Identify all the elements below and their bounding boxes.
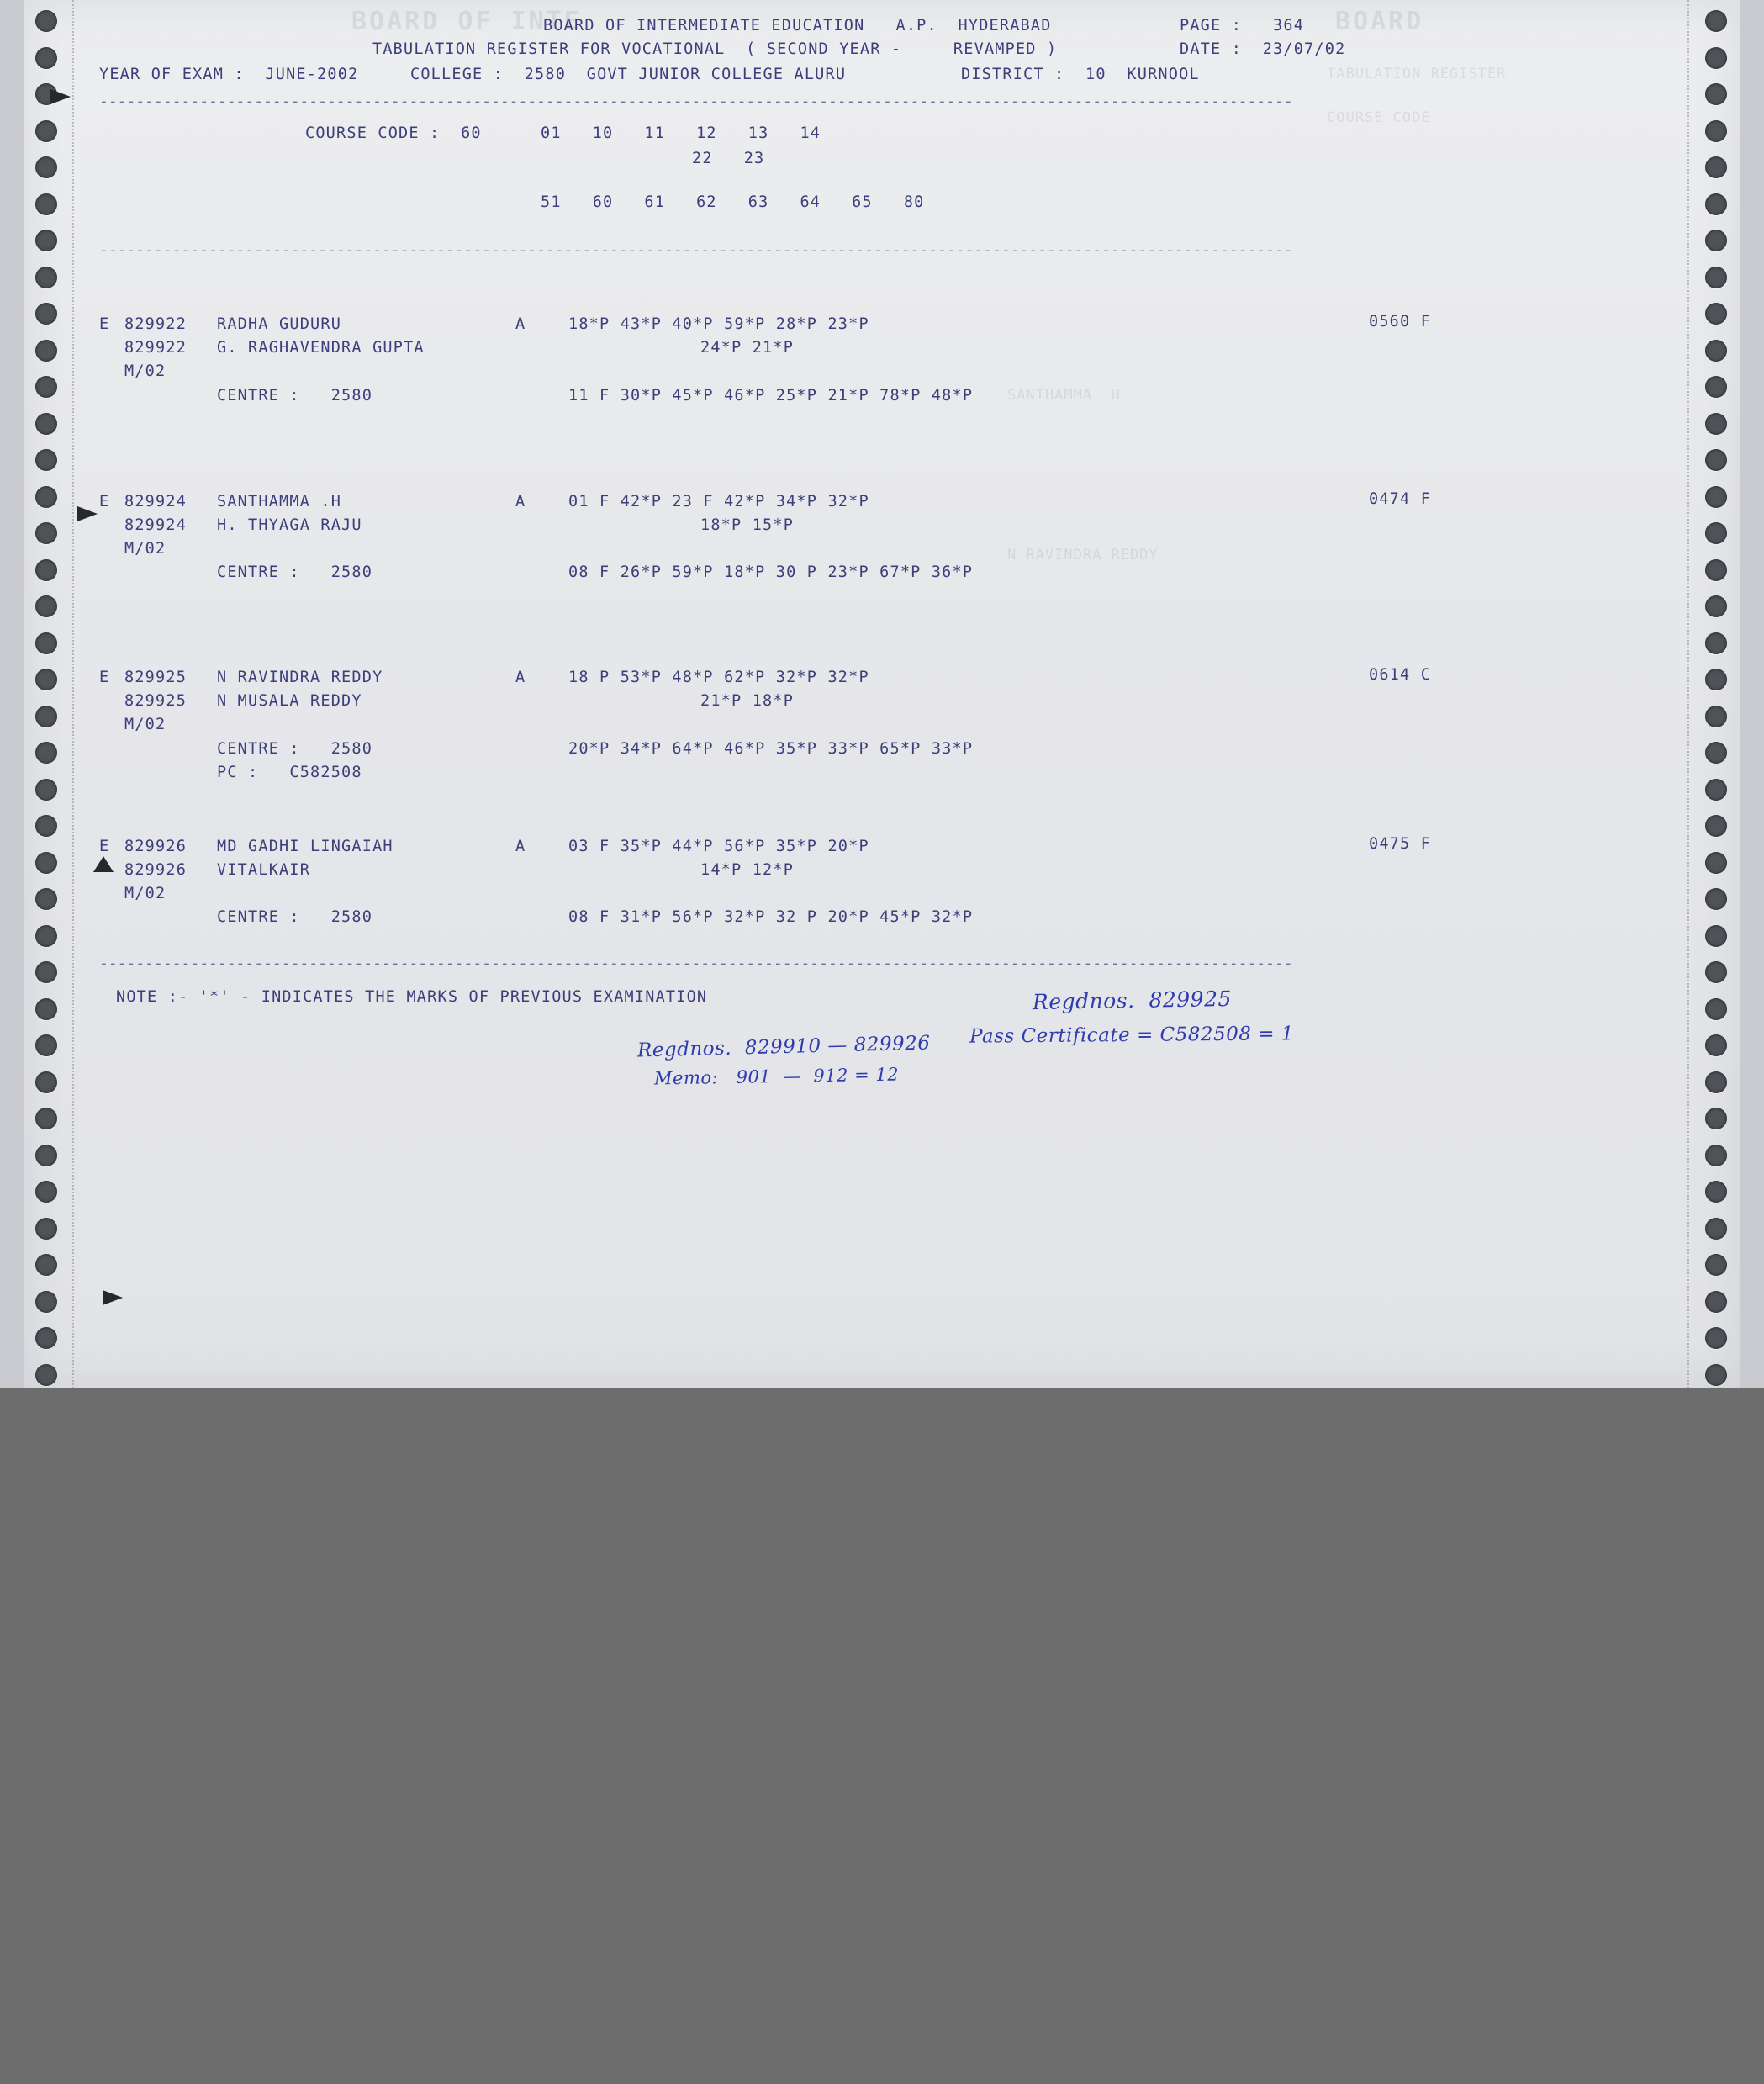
course-subject-row-2: 22 23: [692, 150, 765, 167]
student-name: RADHA GUDURU: [217, 315, 342, 333]
feed-hole: [1705, 522, 1727, 544]
feed-hole: [35, 779, 57, 801]
feed-hole: [1705, 852, 1727, 874]
feed-hole: [35, 449, 57, 471]
feed-hole: [1705, 449, 1727, 471]
feed-hole: [35, 1181, 57, 1203]
student-name: SANTHAMMA .H: [217, 493, 342, 510]
feed-hole: [35, 1327, 57, 1349]
feed-hole: [1705, 925, 1727, 947]
paper-sheet: [24, 0, 1740, 1388]
feed-hole: [35, 998, 57, 1020]
feed-hole: [1705, 193, 1727, 215]
printed-content: [99, 0, 1697, 1388]
feed-hole: [1705, 267, 1727, 288]
feed-hole: [1705, 815, 1727, 837]
feed-hole: [1705, 1218, 1727, 1240]
feed-hole: [1705, 1327, 1727, 1349]
feed-hole: [1705, 486, 1727, 508]
feed-hole: [35, 961, 57, 983]
feed-hole: [1705, 120, 1727, 142]
feed-hole: [35, 156, 57, 178]
feed-hole: [1705, 998, 1727, 1020]
feed-hole: [1705, 340, 1727, 362]
feed-hole: [35, 595, 57, 617]
ghost-print: COURSE CODE: [1327, 109, 1431, 126]
page-number: PAGE : 364: [1180, 17, 1305, 34]
ghost-print: N RAVINDRA REDDY: [1007, 547, 1159, 563]
centre-label: CENTRE : 2580: [217, 740, 373, 758]
feed-hole: [35, 1108, 57, 1129]
feed-hole: [35, 120, 57, 142]
feed-hole: [1705, 1291, 1727, 1313]
feed-hole: [35, 1254, 57, 1276]
feed-hole: [1705, 1145, 1727, 1166]
marks-row-1: 01 F 42*P 23 F 42*P 34*P 32*P: [568, 493, 869, 510]
ghost-print: SANTHAMMA H: [1007, 387, 1121, 404]
marks-row-1: 03 F 35*P 44*P 56*P 35*P 20*P: [568, 838, 869, 855]
feed-hole: [1705, 742, 1727, 764]
separator-rule-top: -----------------------------------------------------------------------------------------------------------------------------------: [99, 93, 1293, 110]
feed-hole: [35, 1364, 57, 1386]
feed-hole: [1705, 413, 1727, 435]
feed-hole: [35, 742, 57, 764]
feed-hole: [35, 888, 57, 910]
father-name: H. THYAGA RAJU: [217, 516, 362, 534]
student-prefix: E: [99, 493, 110, 510]
student-roll-number: 829926: [124, 838, 187, 855]
student-group: A: [515, 315, 526, 333]
feed-hole: [35, 1034, 57, 1056]
total-marks: 0560 F: [1369, 313, 1432, 331]
feed-hole: [35, 852, 57, 874]
college-name: COLLEGE : 2580 GOVT JUNIOR COLLEGE ALURU: [410, 66, 847, 83]
feed-hole: [35, 193, 57, 215]
handwritten-note: Regdnos. 829910 — 829926: [636, 1032, 931, 1062]
feed-hole: [1705, 10, 1727, 32]
feed-hole: [1705, 632, 1727, 654]
marks-row-1: 18 P 53*P 48*P 62*P 32*P 32*P: [568, 669, 869, 686]
handwritten-note: Pass Certificate = C582508 = 1: [969, 1023, 1295, 1048]
student-roll-number: 829922: [124, 315, 187, 333]
feed-hole: [1705, 779, 1727, 801]
feed-hole: [1705, 669, 1727, 690]
handwritten-note: Memo: 901 — 912 = 12: [653, 1064, 900, 1089]
feed-hole: [35, 267, 57, 288]
feed-hole: [35, 815, 57, 837]
student-medium: M/02: [124, 885, 166, 902]
district-name: DISTRICT : 10 KURNOOL: [961, 66, 1200, 83]
perforation-left: [72, 0, 75, 1388]
year-of-exam: YEAR OF EXAM : JUNE-2002: [99, 66, 359, 83]
ghost-print: TABULATION REGISTER: [1327, 66, 1507, 82]
feed-hole: [35, 522, 57, 544]
father-name: N MUSALA REDDY: [217, 692, 362, 710]
course-subject-row-1: 01 10 11 12 13 14: [541, 124, 821, 142]
course-subject-row-3: 51 60 61 62 63 64 65 80: [541, 193, 925, 211]
feed-hole: [1705, 1108, 1727, 1129]
student-roll-number-repeat: 829924: [124, 516, 187, 534]
feed-hole: [35, 1291, 57, 1313]
pen-arrow-up-icon: [91, 854, 116, 875]
feed-hole: [35, 486, 57, 508]
total-marks: 0475 F: [1369, 835, 1432, 853]
feed-hole: [1705, 1254, 1727, 1276]
ghost-print: BOARD OF INTE: [351, 7, 582, 36]
feed-hole: [1705, 706, 1727, 727]
feed-hole: [35, 925, 57, 947]
feed-hole: [35, 706, 57, 727]
student-roll-number: 829925: [124, 669, 187, 686]
student-roll-number: 829924: [124, 493, 187, 510]
marks-row-2: 18*P 15*P: [700, 516, 795, 534]
separator-rule-mid: -----------------------------------------------------------------------------------------------------------------------------------: [99, 241, 1293, 259]
pen-checkmark-icon: [47, 86, 76, 108]
student-medium: M/02: [124, 362, 166, 380]
student-name: MD GADHI LINGAIAH: [217, 838, 393, 855]
feed-hole: [35, 1071, 57, 1093]
father-name: VITALKAIR: [217, 861, 311, 879]
register-title: TABULATION REGISTER FOR VOCATIONAL ( SECOND YEAR - REVAMPED ): [372, 40, 1058, 58]
student-medium: M/02: [124, 716, 166, 733]
marks-row-2: 24*P 21*P: [700, 339, 795, 357]
feed-hole: [1705, 303, 1727, 325]
father-name: G. RAGHAVENDRA GUPTA: [217, 339, 425, 357]
feed-hole: [35, 47, 57, 69]
total-marks: 0614 C: [1369, 666, 1432, 684]
feed-hole: [35, 559, 57, 581]
feed-hole: [1705, 376, 1727, 398]
board-title: BOARD OF INTERMEDIATE EDUCATION A.P. HYDERABAD: [543, 17, 1052, 34]
feed-hole: [35, 413, 57, 435]
ghost-print: BOARD: [1335, 7, 1424, 36]
feed-hole: [35, 303, 57, 325]
marks-row-3: 08 F 26*P 59*P 18*P 30 P 23*P 67*P 36*P: [568, 563, 974, 581]
centre-label: CENTRE : 2580: [217, 563, 373, 581]
note-text: NOTE :- '*' - INDICATES THE MARKS OF PREVIOUS EXAMINATION: [116, 988, 708, 1006]
pen-checkmark-icon: [74, 503, 103, 525]
feed-hole: [1705, 83, 1727, 105]
feed-hole: [1705, 888, 1727, 910]
tractor-feed-left: [24, 0, 76, 1388]
student-name: N RAVINDRA REDDY: [217, 669, 383, 686]
feed-hole: [35, 669, 57, 690]
feed-hole: [35, 1145, 57, 1166]
marks-row-1: 18*P 43*P 40*P 59*P 28*P 23*P: [568, 315, 869, 333]
student-prefix: E: [99, 669, 110, 686]
feed-hole: [35, 10, 57, 32]
total-marks: 0474 F: [1369, 490, 1432, 508]
centre-label: CENTRE : 2580: [217, 908, 373, 926]
pen-arrow-right-icon: [99, 1287, 128, 1309]
student-roll-number-repeat: 829926: [124, 861, 187, 879]
student-prefix: E: [99, 315, 110, 333]
pass-certificate-number: PC : C582508: [217, 764, 362, 781]
feed-hole: [1705, 595, 1727, 617]
feed-hole: [35, 1218, 57, 1240]
student-group: A: [515, 493, 526, 510]
student-group: A: [515, 838, 526, 855]
feed-hole: [35, 632, 57, 654]
student-group: A: [515, 669, 526, 686]
centre-label: CENTRE : 2580: [217, 387, 373, 405]
marks-row-3: 08 F 31*P 56*P 32*P 32 P 20*P 45*P 32*P: [568, 908, 974, 926]
feed-hole: [1705, 1034, 1727, 1056]
student-medium: M/02: [124, 540, 166, 558]
course-code-label: COURSE CODE : 60: [305, 124, 482, 142]
feed-hole: [35, 376, 57, 398]
feed-hole: [1705, 559, 1727, 581]
feed-hole: [1705, 1364, 1727, 1386]
feed-hole: [1705, 230, 1727, 251]
feed-hole: [1705, 1181, 1727, 1203]
marks-row-3: 11 F 30*P 45*P 46*P 25*P 21*P 78*P 48*P: [568, 387, 974, 405]
print-date: DATE : 23/07/02: [1180, 40, 1346, 58]
marks-row-2: 14*P 12*P: [700, 861, 795, 879]
feed-hole: [35, 230, 57, 251]
feed-hole: [1705, 1071, 1727, 1093]
student-roll-number-repeat: 829922: [124, 339, 187, 357]
handwritten-note: Regdnos. 829925: [1032, 986, 1233, 1015]
marks-row-3: 20*P 34*P 64*P 46*P 35*P 33*P 65*P 33*P: [568, 740, 974, 758]
separator-rule-bottom: -----------------------------------------------------------------------------------------------------------------------------------: [99, 955, 1293, 972]
feed-hole: [1705, 961, 1727, 983]
student-prefix: E: [99, 838, 110, 855]
feed-hole: [1705, 47, 1727, 69]
student-roll-number-repeat: 829925: [124, 692, 187, 710]
ghost-print: [990, 126, 1122, 143]
marks-row-2: 21*P 18*P: [700, 692, 795, 710]
feed-hole: [35, 340, 57, 362]
feed-hole: [1705, 156, 1727, 178]
